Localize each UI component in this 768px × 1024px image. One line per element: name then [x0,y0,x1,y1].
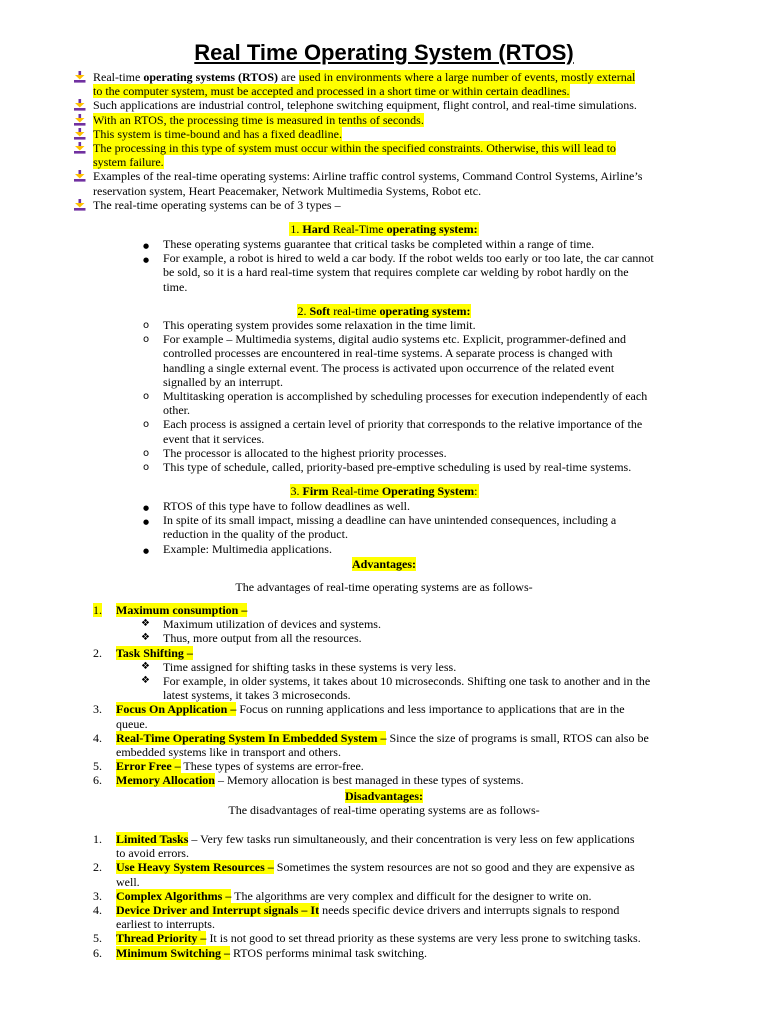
disadvantage-item [116,931,641,945]
intro-item-cont [93,184,481,198]
text-run: Examples of the real-time operating systems: Airline traffic control systems, Command Control Systems, Airline’s [93,169,643,184]
text-run: For example, a robot is hired to weld a car body. If the robot welds too early or too late, the car cannot [163,251,654,266]
filled-circle-bullet: ● [143,256,150,265]
arrow-bullet-icon [74,71,87,83]
text-run: event that it services. [163,431,265,446]
advantage-cont [116,745,341,759]
text-run: are [278,70,299,84]
advantage-sub [163,631,362,645]
text-run: system failure. [93,155,164,170]
text-run: embedded systems like in transport and others. [116,745,341,759]
disadvantage-cont [116,846,189,860]
page-title: Real Time Operating System (RTOS) [194,40,574,65]
advantage-number [93,646,102,660]
intro-item [93,127,342,141]
section-heading-bold: Firm [302,484,329,498]
bullet-line [163,389,647,403]
arrow-bullet-icon [74,142,87,154]
intro-item [93,98,637,112]
section-heading-text: Real-time [328,484,382,498]
filled-circle-bullet: ● [143,546,150,555]
bullet-line [163,417,642,431]
advantages-heading [0,557,768,571]
advantage-cont [116,717,148,731]
advantage-label: Maximum consumption – [116,603,248,617]
text-run: to avoid errors. [116,846,189,861]
advantage-label: Error Free – [116,759,181,774]
four-diamond-bullet: ❖ [141,618,150,630]
intro-item [93,169,642,183]
advantage-label: Memory Allocation [116,773,215,788]
bullet-line [163,361,614,375]
hollow-circle-bullet: o [143,391,150,402]
text-run: controlled processes are encountered in real-time systems. A separate process is changed with [163,346,613,361]
intro-item [93,141,616,155]
text-run: handling a single external event. The process is activated upon occurrence of the related event [163,360,615,375]
text-run: Such applications are industrial control, telephone switching equipment, flight control, and real-time simulations. [93,98,637,113]
text-run: The algorithms are very complex and difficult for the designer to write on. [231,888,592,903]
hollow-circle-bullet: o [143,462,150,473]
text-run: well. [116,874,140,889]
text-run: Real-time [93,70,144,84]
section-heading [0,222,768,236]
hollow-circle-bullet: o [143,447,150,459]
text-run: Example: Multimedia applications. [163,541,332,556]
section-heading-text: : [474,484,478,498]
section-heading [0,304,768,318]
bullet-line [163,513,616,527]
disadvantage-item [116,889,591,903]
bullet-line [163,542,332,556]
intro-item [93,198,341,212]
disadvantage-cont [116,917,215,931]
advantages-lead: The advantages of real-time operating systems are as follows- [235,580,533,594]
disadvantage-number [93,860,102,874]
section-number: 1. [290,222,303,236]
arrow-bullet-icon [74,114,87,126]
disadvantages-heading-text: Disadvantages: [344,789,423,803]
text-run: This operating system provides some relaxation in the time limit. [163,318,476,332]
four-diamond-bullet: ❖ [141,632,150,644]
advantage-label: Task Shifting – [116,645,193,660]
disadvantage-number [93,889,102,903]
text-run: Thus, more output from all the resources. [163,631,362,646]
bullet-line [163,432,264,446]
text-run: RTOS of this type have to follow deadlines as well. [163,499,411,513]
section-heading-text: Real-Time [329,222,387,236]
hollow-circle-bullet: o [143,320,150,331]
text-run: Each process is assigned a certain level of priority that corresponds to the relative importance of the [163,417,643,432]
section-heading-bold: Operating System [381,484,475,498]
text-run: 4. [93,730,102,745]
four-diamond-bullet: ❖ [141,660,150,672]
advantage-label: Focus On Application – [116,702,237,717]
text-run: This system is time-bound and has a fixed deadline. [93,126,342,141]
text-run: In spite of its small impact, missing a deadline can have unintended consequences, including a [163,513,617,528]
intro-item-cont [93,155,164,169]
disadvantage-number [93,931,102,945]
disadvantages-lead: The disadvantages of real-time operating systems are as follows- [228,803,540,817]
text-run: 3. [93,702,102,717]
text-run: be sold, so it is a hard real-time system that requires complete car welding by robot hardly on the [163,265,629,280]
text-run: Multitasking operation is accomplished by scheduling processes for execution independently of each [163,389,648,403]
bullet-line [163,280,187,294]
text-run: queue. [116,716,148,731]
filled-circle-bullet: ● [143,518,150,527]
text-run: RTOS performs minimal task switching. [230,945,428,960]
advantage-sub [163,674,650,688]
advantage-number [93,773,102,787]
advantage-number [93,731,102,745]
text-run: 6. [93,945,102,960]
section-heading-text: real-time [330,304,380,318]
text-run: Time assigned for shifting tasks in these systems is very less. [163,659,457,674]
text-run: 5. [93,759,102,774]
bullet-line [163,346,613,360]
section-heading-bold: Hard [302,222,330,236]
arrow-bullet-icon [74,128,87,140]
advantage-item [116,759,364,773]
filled-circle-bullet: ● [143,504,150,512]
text-run: reduction in the quality of the product. [163,527,348,542]
bullet-line [163,403,190,417]
text-run: Maximum utilization of devices and systems. [163,617,381,632]
text-run: 4. [93,903,102,917]
text-run: latest systems, it takes 3 microseconds. [163,688,351,703]
disadvantage-number [93,946,102,960]
text-run: – Memory allocation is best managed in these types of systems. [214,773,524,788]
text-run: With an RTOS, the processing time is measured in tenths of seconds. [93,112,424,127]
disadvantage-label: Device Driver and Interrupt signals – It [116,903,320,917]
text-run: For example – Multimedia systems, digital audio systems etc. Explicit, programmer-defined and [163,332,626,347]
bullet-line [163,318,476,332]
bullet-line [163,251,654,265]
text-run: – Very few tasks run simultaneously, and their concentration is very less on few applications [188,832,635,846]
filled-circle-bullet: ● [143,242,150,250]
arrow-bullet-icon [74,170,87,182]
section-number: 3. [290,484,303,498]
text-run: 6. [93,773,102,788]
text-run: reservation system, Heart Peacemaker, Network Multimedia Systems, Robot etc. [93,183,482,198]
text-run: For example, in older systems, it takes about 10 microseconds. Shifting one task to another and in the [163,674,651,688]
advantage-number [93,702,102,716]
hollow-circle-bullet: o [143,334,150,346]
text-run: used in environments where a large number of events, mostly external [298,70,636,84]
bullet-line [163,375,283,389]
disadvantage-number [93,903,102,917]
advantage-number [93,603,102,617]
section-heading-text [297,304,472,318]
section-number: 2. [297,304,310,318]
text-run: 3. [93,888,102,903]
text-run: The processor is allocated to the highest priority processes. [163,445,447,460]
disadvantage-label: Thread Priority – [116,931,207,946]
section-heading-bold: Soft [309,304,331,318]
intro-item [93,70,635,84]
arrow-bullet-icon [74,199,87,211]
section-heading-bold: operating system: [386,222,478,236]
bullet-line [163,265,629,279]
intro-item [93,113,424,127]
disadvantage-item [116,860,635,874]
text-run: earliest to interrupts. [116,917,215,932]
text-run: signalled by an interrupt. [163,374,283,389]
text-run: This type of schedule, called, priority-based pre-emptive scheduling is used by real-time systems. [163,460,632,474]
text-run: other. [163,403,190,418]
text-run: The processing in this type of system must occur within the specified constraints. Otherwise, this will lead to [93,141,616,155]
bullet-line [163,237,594,251]
text-run: These operating systems guarantee that critical tasks be completed within a range of time. [163,237,595,251]
disadvantage-label: Use Heavy System Resources – [116,860,274,875]
text-run: Focus on running applications and less importance to applications that are in the [236,702,625,717]
text-run: The real-time operating systems can be of 3 types – [93,197,341,212]
text-run: Sometimes the system resources are not so good and they are expensive as [273,860,635,875]
disadvantages-heading [0,789,768,803]
text-run: 2. [93,645,102,660]
text-run: time. [163,279,188,294]
advantages-heading-text: Advantages: [351,557,416,571]
advantage-label: Real-Time Operating System In Embedded System – [116,730,387,745]
advantage-sub [163,688,351,702]
disadvantage-item [116,903,619,917]
advantage-item [116,702,625,716]
disadvantage-number [93,832,102,846]
disadvantage-label: Minimum Switching – [116,945,231,960]
text-run: operating systems (RTOS) [143,70,279,84]
text-run: 2. [93,860,102,875]
bullet-line [163,460,631,474]
bullet-line [163,446,447,460]
disadvantage-label: Limited Tasks [116,832,189,846]
text-run: Since the size of programs is small, RTOS can also be [386,730,649,745]
hollow-circle-bullet: o [143,419,150,431]
text-run: to the computer system, must be accepted and processed in a short time or within certain deadlines. [93,84,570,99]
advantage-item [116,773,524,787]
four-diamond-bullet: ❖ [141,675,150,686]
text-run: 1. [93,603,102,617]
disadvantage-label: Complex Algorithms – [116,888,232,903]
advantage-sub [163,660,456,674]
text-run: needs specific device drivers and interrupts signals to respond [319,903,620,917]
text-run: 1. [93,832,102,846]
section-heading [0,484,768,498]
section-heading-text [289,222,478,236]
text-run: These types of systems are error-free. [180,759,364,774]
disadvantage-item [116,832,635,846]
section-heading-bold: operating system: [379,304,471,318]
intro-item-cont [93,84,570,98]
bullet-line [163,499,410,513]
text-run: 5. [93,931,102,946]
advantage-item [116,731,649,745]
advantage-item [116,646,193,660]
advantage-number [93,759,102,773]
disadvantage-cont [116,875,140,889]
bullet-line [163,527,348,541]
disadvantage-item [116,946,427,960]
text-run: It is not good to set thread priority as these systems are very less prone to switching tasks. [206,931,641,946]
advantage-sub [163,617,381,631]
arrow-bullet-icon [74,99,87,111]
bullet-line [163,332,626,346]
advantage-item [116,603,247,617]
section-heading-text [290,484,479,498]
